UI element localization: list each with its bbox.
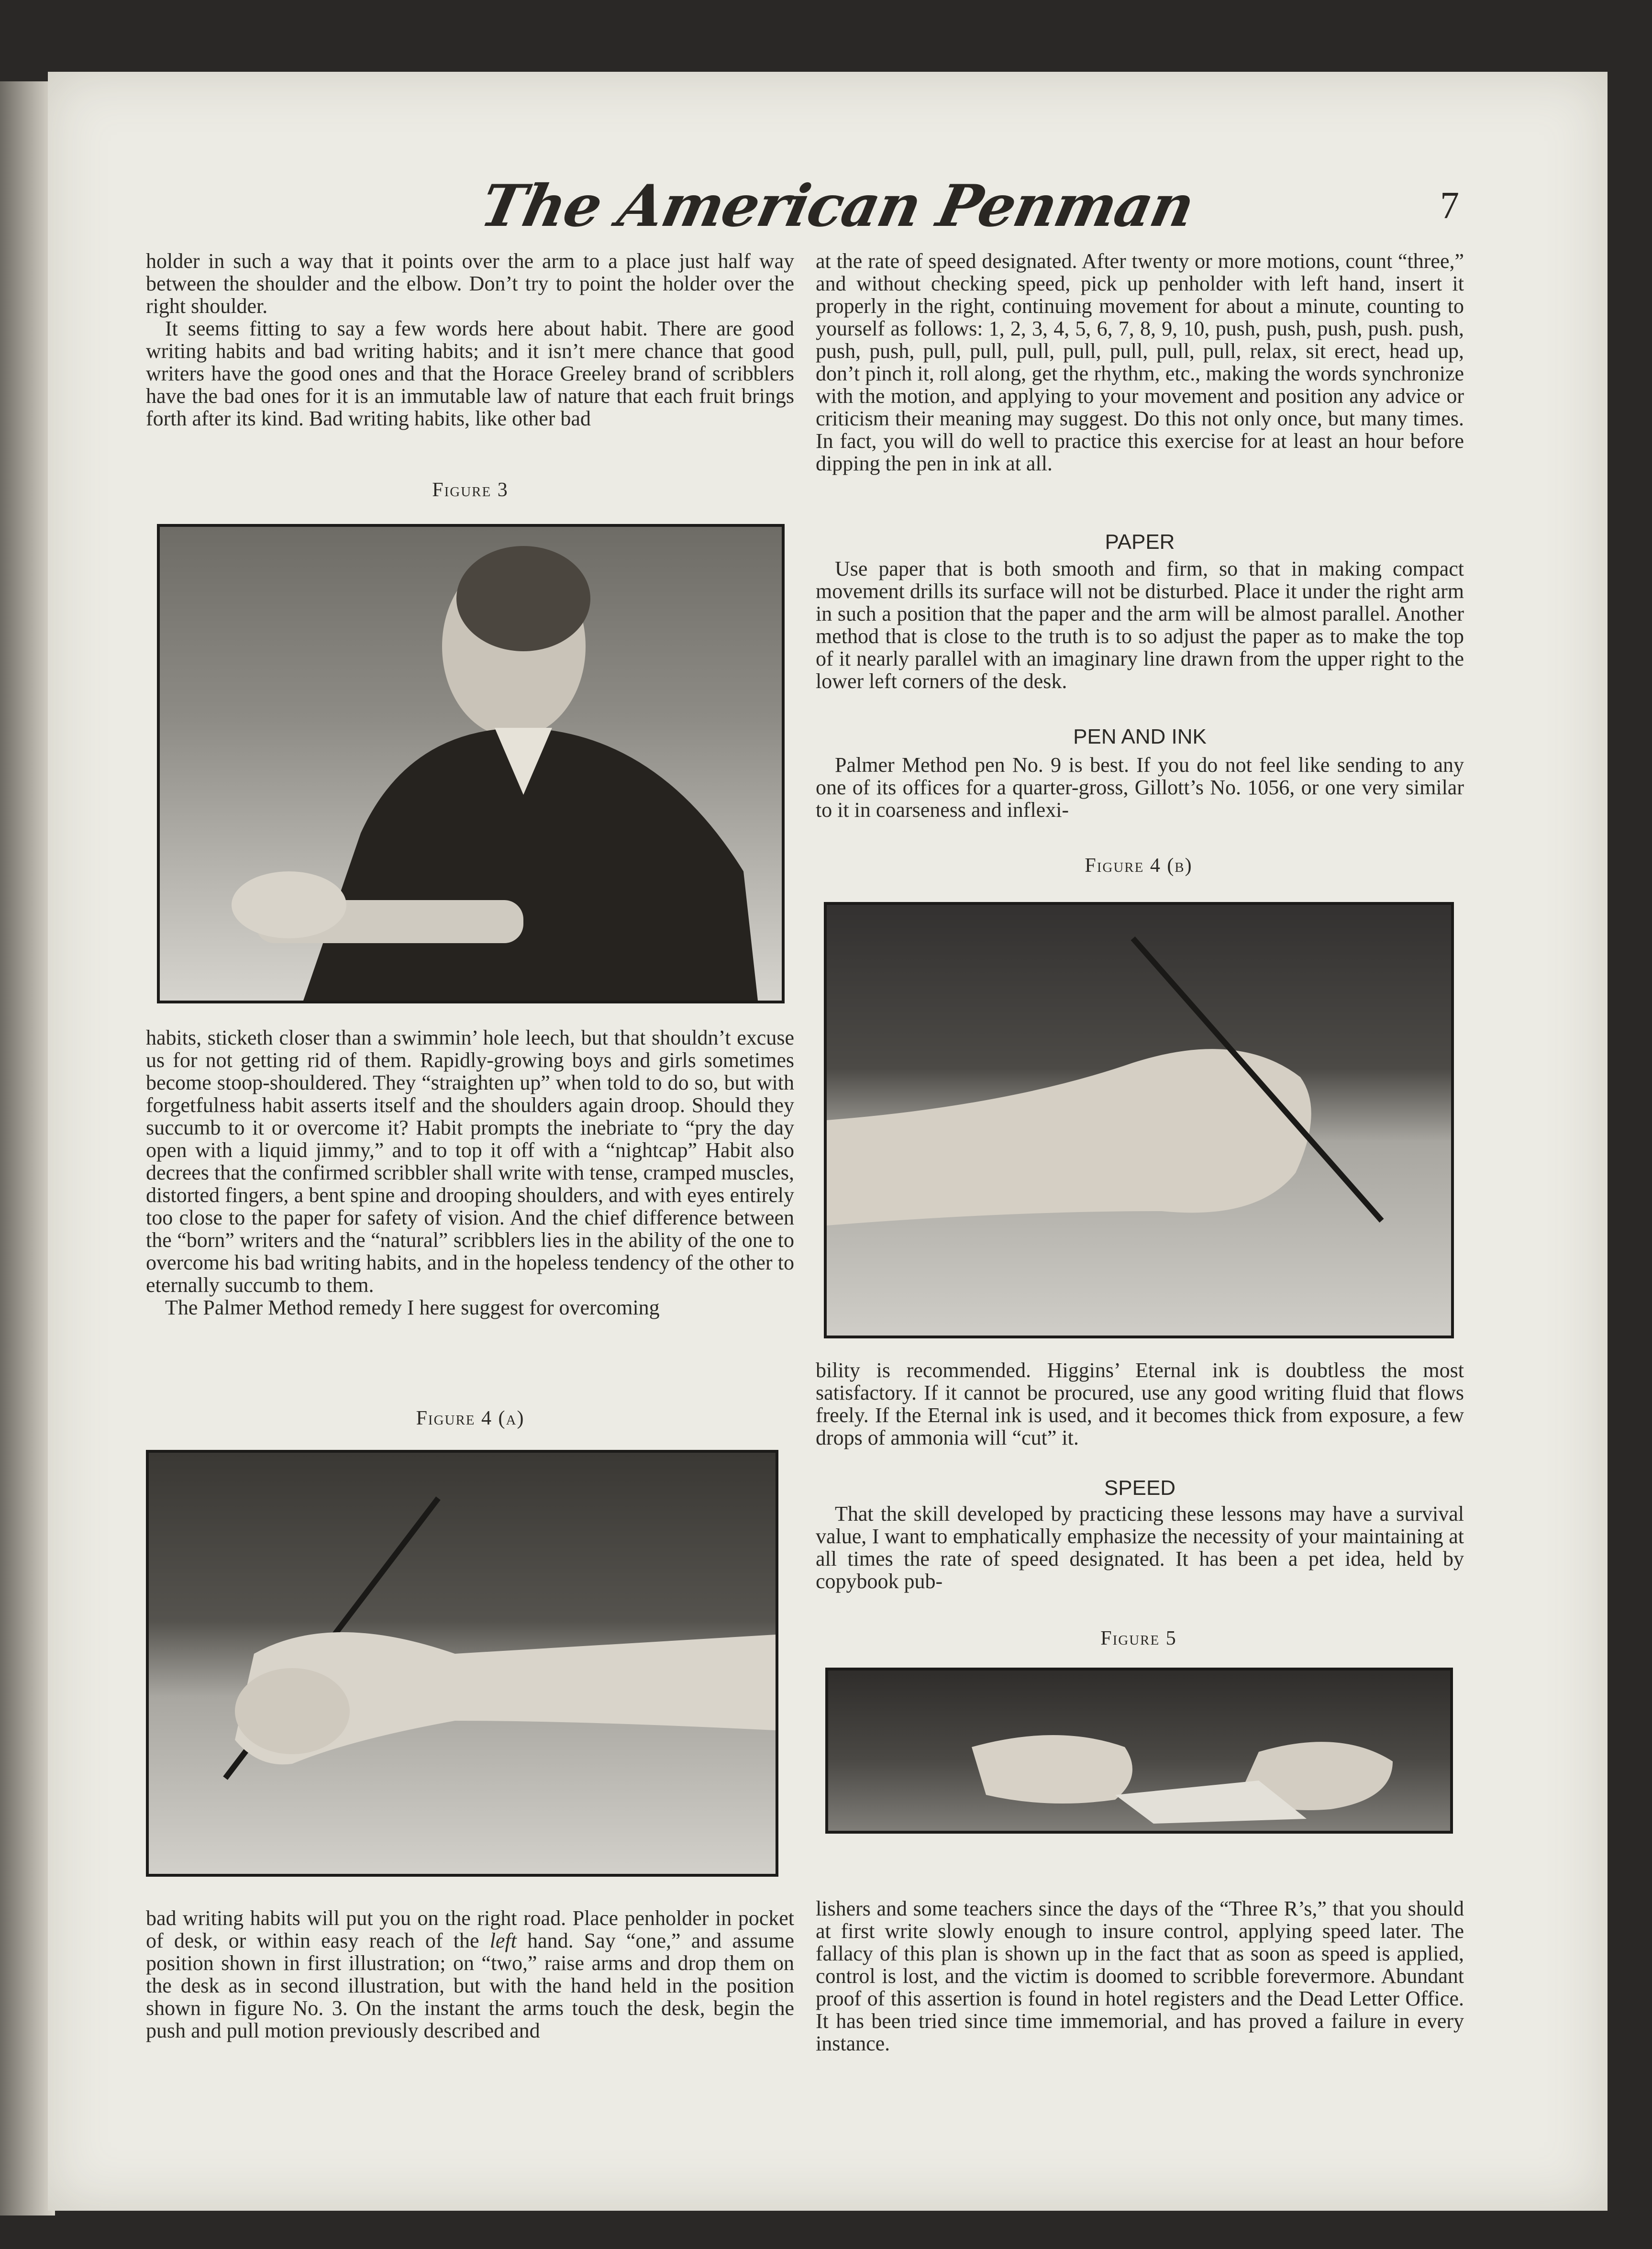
- right-text-ink: [816, 1359, 1464, 1449]
- right-text-speed: [816, 1503, 1464, 1592]
- masthead: [431, 172, 1244, 254]
- heading-pen-and-ink: PEN AND INK: [1073, 725, 1207, 748]
- paragraph: habits, sticketh closer than a swimmin’ hole leech, but that shouldn’t excuse us for not getting rid of them. Rapidly-growing boys and girls sometimes become stoop-shouldered. They “straighten up” when told to do so, but with forgetfulness habit asserts itself and the shoulders again droop. Should they succumb to it or overcome it? Habit prompts the inebriate to “pry the day open with a liquid jimmy,” and to top it off with a “nightcap” Habit also decrees that the confirmed scribbler shall write with tense, cramped muscles, distorted fingers, a bent spine and drooping shoulders, and with eyes entirely too close to the paper for safety of vision. And the chief difference between the “born” writers and the “natural” scribblers lies in the ability of the one to overcome his bad writing habits, and in the hopeless tendency of the other to eternally succumb to them.: [146, 1026, 794, 1297]
- figure-3-caption: Figure 3: [432, 479, 509, 501]
- para-text: hand. Say “one,” and assume position shown in first illustration; on “two,” raise arms and drop them on the desk as in second illustration, but with the hand held in the position shown in figure No. 3. On the instant the arms touch the desk, begin the push and pull motion previously described and: [146, 1929, 794, 2042]
- figure-5-caption: Figure 5: [1100, 1627, 1177, 1649]
- left-text-middle: [146, 1026, 794, 1319]
- para-text: bad writing habits will put you on the right road. Place penholder in pocket of desk, or within easy reach of the: [146, 1906, 794, 1952]
- paragraph: Palmer Method pen No. 9 is best. If you do not feel like sending to any one of its offices for a quarter-gross, Gillott’s No. 1056, or one very similar to it in coarseness and inflexi-: [816, 753, 1464, 822]
- paragraph: The Palmer Method remedy I here suggest for overcoming: [165, 1296, 660, 1319]
- right-text-paper: [816, 557, 1464, 692]
- paragraph: Use paper that is both smooth and firm, so that in making compact movement drills its surface will not be disturbed. Place it under the right arm in such a position that the paper and the arm will be almost parallel. Another method that is close to the truth is to so adjust the paper as to make the top of it nearly parallel with an imaginary line drawn from the upper right to the lower left corners of the desk.: [816, 557, 1464, 693]
- page-number: 7: [1440, 185, 1459, 227]
- figure-5-photo: [825, 1668, 1453, 1834]
- paragraph: [146, 1907, 794, 2042]
- heading-paper: PAPER: [1105, 530, 1175, 554]
- figure-4b-photo: [824, 902, 1454, 1338]
- masthead-title: The American Penman: [475, 172, 1200, 240]
- paragraph: bility is recommended. Higgins’ Eternal ink is doubtless the most satisfactory. If it cannot be procured, use any good writing fluid that flows freely. If the Eternal ink is used, and it becomes thick from exposure, a few drops of ammonia will “cut” it.: [816, 1358, 1464, 1449]
- emphasis-text: left: [489, 1929, 517, 1952]
- figure-4a-caption: Figure 4 (a): [416, 1407, 525, 1429]
- figure-4a-photo: [146, 1450, 778, 1877]
- right-text-top: [816, 250, 1464, 475]
- figure-4b-caption: Figure 4 (b): [1085, 855, 1193, 877]
- paragraph: lishers and some teachers since the days of the “Three R’s,” that you should at first write slowly enough to insure control, applying speed later. The fallacy of this plan is shown up in the fact that as soon as speed is applied, control is lost, and the victim is doomed to scribble forevermore. Abundant proof of this assertion is found in hotel registers and the Dead Letter Office. It has been tried since time immemorial, and has proved a failure in every instance.: [816, 1897, 1464, 2055]
- binding-edge: [0, 81, 55, 2216]
- paragraph: It seems fitting to say a few words here about habit. There are good writing habits and bad writing habits; and it isn’t mere chance that good writers have the good ones and that the Horace Greeley brand of scribblers have the bad ones for it is an immutable law of nature that each fruit brings forth after its kind. Bad writing habits, like other bad: [146, 317, 794, 430]
- left-text-bottom: [146, 1907, 794, 2042]
- paragraph: That the skill developed by practicing these lessons may have a survival value, I want to emphatically emphasize the necessity of your maintaining at all times the rate of speed designated. It has been a pet idea, held by copybook pub-: [816, 1502, 1464, 1593]
- paragraph: holder in such a way that it points over the arm to a place just half way between the shoulder and the elbow. Don’t try to point the holder over the right shoulder.: [146, 249, 794, 318]
- left-text-top: [146, 250, 794, 430]
- figure-3-photo: [157, 524, 785, 1003]
- paragraph: at the rate of speed designated. After twenty or more motions, count “three,” and without checking speed, pick up penholder with left hand, insert it properly in the right, continuing movement for about a minute, counting to yourself as follows: 1, 2, 3, 4, 5, 6, 7, 8, 9, 10, push, push, push, push. push, push, push, pull, pull, pull, pull, pull, pull, pull, relax, sit erect, head up, don’t pinch it, roll along, get the rhythm, etc., making the words synchronize with the motion, and applying to your movement and position any advice or criticism their meaning may suggest. Do this not only once, but many times. In fact, you will do well to practice this exercise for at least an hour before dipping the pen in ink at all.: [816, 249, 1464, 475]
- right-text-pen: [816, 754, 1464, 821]
- heading-speed: SPEED: [1104, 1476, 1176, 1500]
- right-text-bottom: [816, 1897, 1464, 2055]
